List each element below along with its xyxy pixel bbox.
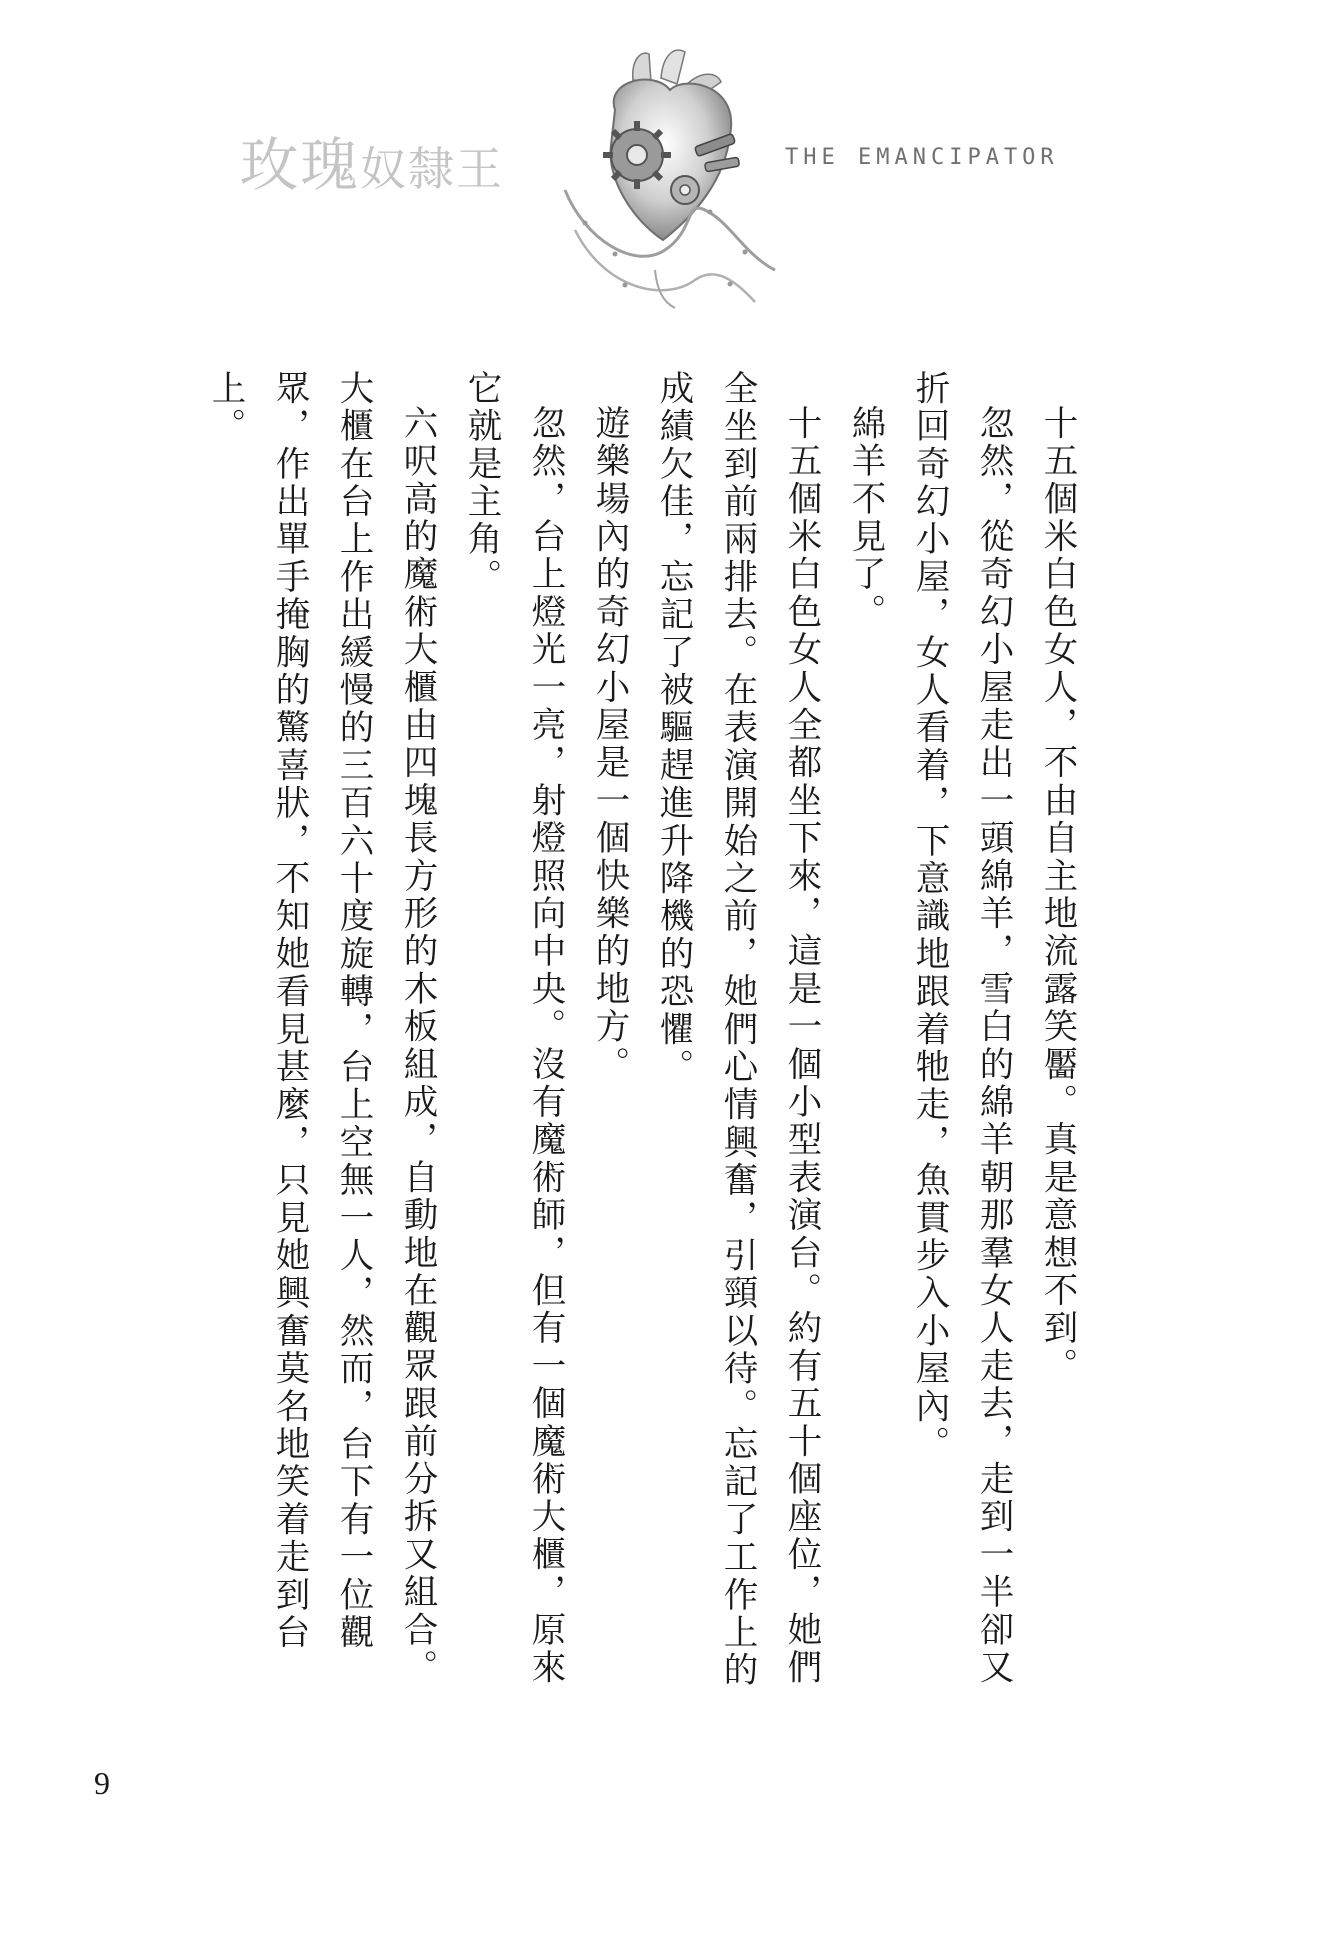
paragraph-4: 十五個米白色女人全都坐下來，這是一個小型表演台。約有五十個座位，她們全坐到前兩排去。在表演開始之前，她們心情興奮，引頸以待。忘記了工作上的成績欠佳，忘記了被驅趕進升降機的恐懼。: [653, 370, 821, 1690]
page-header: [0, 0, 1329, 310]
paragraph-2: 忽然，從奇幻小屋走出一頭綿羊，雪白的綿羊朝那羣女人走去，走到一半卻又折回奇幻小屋，女人看着，下意識地跟着牠走，魚貫步入小屋內。: [909, 370, 1013, 1687]
book-title: [240, 118, 504, 202]
mechanical-heart-emblem: [545, 40, 785, 310]
book-subtitle: THE EMANCIPATOR: [785, 145, 1059, 170]
book-title-part1: 玫瑰: [240, 131, 361, 199]
vertical-text-body: [193, 370, 1089, 1690]
book-title-part2: 奴隸王: [360, 142, 505, 196]
paragraph-5: 遊樂場內的奇幻小屋是一個快樂的地方。: [589, 404, 629, 1084]
paragraph-7: 六呎高的魔術大櫃由四塊長方形的木板組成，自動地在觀眾跟前分拆又組合。大櫃在台上作出緩慢的三百六十度旋轉，台上空無一人，然而，台下有一位觀眾，作出單手掩胸的驚喜狀，不知她看見甚麼，只見她興奮莫名地笑着走到台上。: [205, 370, 437, 1687]
paragraph-1: 十五個米白色女人，不由自主地流露笑靨。真是意想不到。: [1037, 404, 1077, 1385]
page-number: 9: [94, 1765, 110, 1801]
paragraph-6: 忽然，台上燈光一亮，射燈照向中央。沒有魔術師，但有一個魔術大櫃，原來它就是主角。: [461, 370, 565, 1687]
paragraph-3: 綿羊不見了。: [845, 404, 885, 631]
